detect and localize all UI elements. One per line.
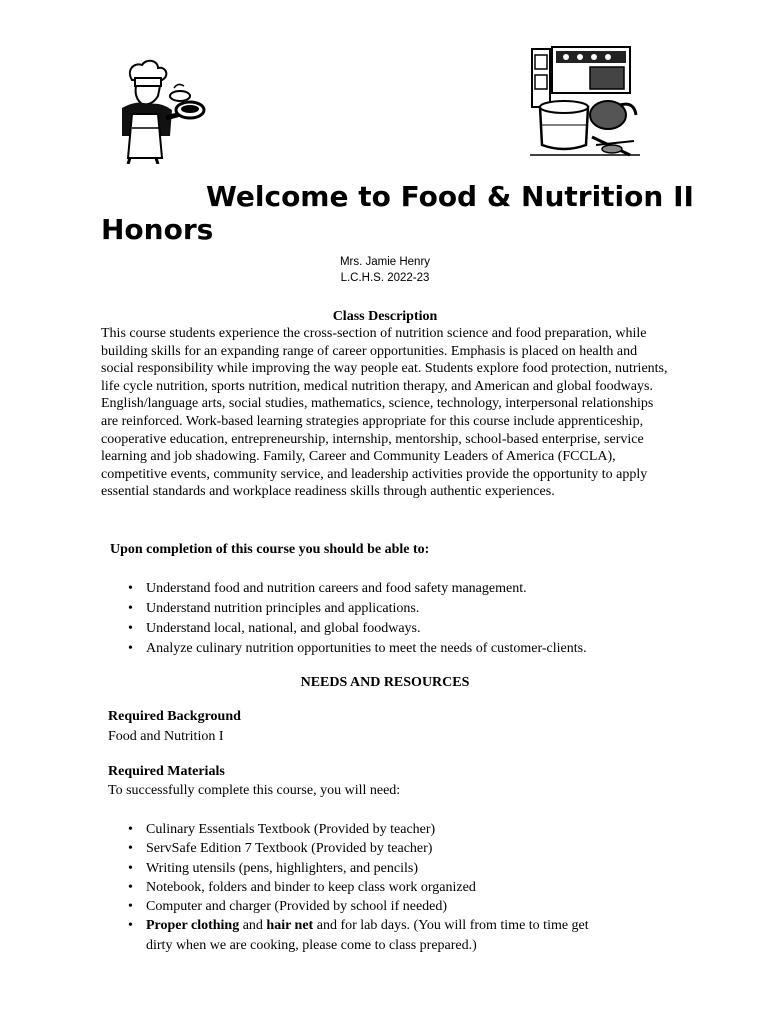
- list-item: • Notebook, folders and binder to keep class work organized: [128, 878, 628, 897]
- required-background-value: Food and Nutrition I: [108, 729, 224, 744]
- school-year: L.C.H.S. 2022-23: [340, 272, 430, 284]
- conjunction-text: and: [239, 918, 267, 934]
- list-item: • Writing utensils (pens, highlighters, and pencils): [128, 859, 628, 878]
- kitchen-clipart: [530, 45, 640, 160]
- list-item: • Computer and charger (Provided by school if needed): [128, 897, 628, 916]
- list-item: • Analyze culinary nutrition opportunities to meet the needs of customer-clients.: [128, 639, 587, 659]
- class-description-heading: Class Description: [332, 309, 438, 324]
- hair-net-text: hair net: [266, 918, 314, 934]
- class-description-body: This course students experience the cross-section of nutrition science and food preparation, while building skills for an expanding range of career opportunities. Emphasis is placed on health and social responsibility while improving the way people eat. Students explore food protection, nutrients, life cycle nutrition, sports nutrition, medical nutrition therapy, and American and global foodways. English/language arts, social studies, mathematics, science, technology, interpersonal relationships are reinforced. Work-based learning strategies appropriate for this course include apprenticeship, cooperative education, entrepreneurship, internship, mentorship, school-based enterprise, service learning and job shadowing. Family, Career and Community Leaders of America (FCCLA), competitive events, community service, and leadership activities provide the opportunity to apply essential standards and workplace readiness skills through authentic experiences.: [101, 326, 668, 500]
- proper-clothing-text: Proper clothing: [146, 918, 240, 934]
- objectives-list: [128, 579, 587, 659]
- list-item: • ServSafe Edition 7 Textbook (Provided by teacher): [128, 839, 628, 858]
- materials-list: [128, 820, 628, 955]
- objectives-heading: Upon completion of this course you should be able to:: [110, 542, 430, 557]
- required-materials-intro: To successfully complete this course, you will need:: [108, 783, 401, 798]
- list-item: • Understand nutrition principles and applications.: [128, 599, 587, 619]
- required-materials-label: Required Materials: [108, 764, 225, 779]
- chef-clipart: [108, 58, 208, 164]
- list-item: • Understand local, national, and global foodways.: [128, 619, 587, 639]
- clothing-note-text: and for lab days. (You will from time to time get dirty when we are cooking, please come to class prepared.): [146, 918, 589, 953]
- required-background-label: Required Background: [108, 709, 241, 724]
- list-item: • Culinary Essentials Textbook (Provided by teacher): [128, 820, 628, 839]
- list-item: • Understand food and nutrition careers and food safety management.: [128, 579, 587, 599]
- teacher-name: Mrs. Jamie Henry: [339, 256, 431, 268]
- page-title: Welcome to Food & Nutrition II Honors: [101, 180, 694, 246]
- list-item-clothing: [128, 916, 616, 955]
- needs-heading: NEEDS AND RESOURCES: [300, 675, 470, 690]
